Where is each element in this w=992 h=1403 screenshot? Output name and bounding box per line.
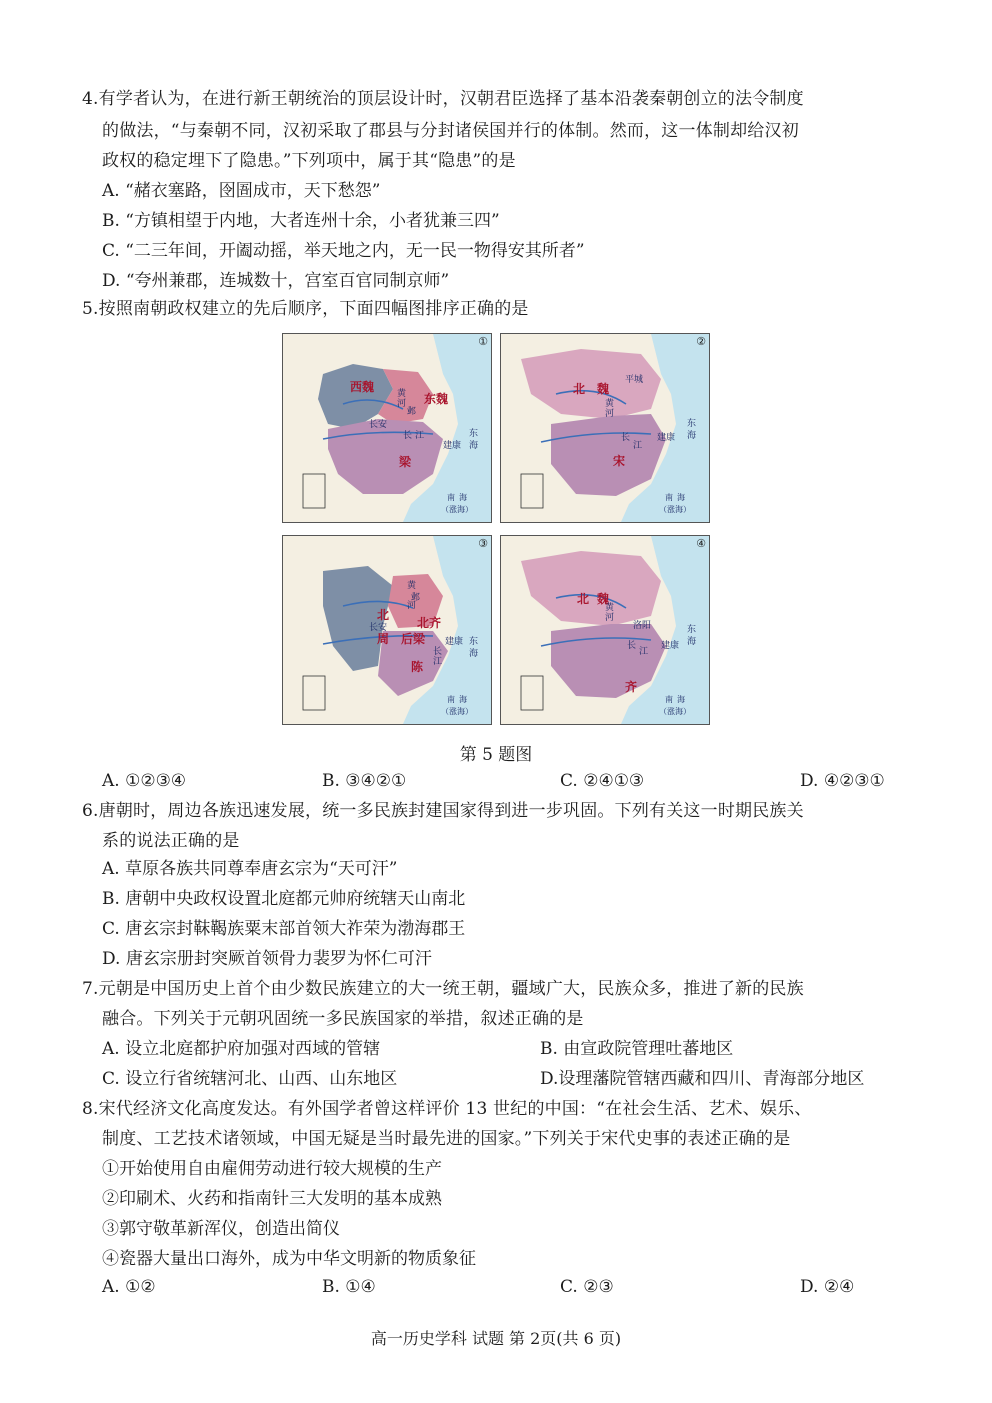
- map-1-number: ①: [478, 335, 488, 348]
- map-2-label-he: 河: [605, 409, 615, 419]
- map-3-label-nan: 南: [447, 695, 455, 704]
- map-2-label-nanhai: 海: [677, 493, 685, 502]
- map-4-label-huang: 黄: [605, 603, 615, 613]
- q4-option-c: C. “二三年间，开阖动摇，举天地之内，无一民一物得安其所者”: [102, 241, 585, 261]
- map-4-label-wei: 魏: [597, 592, 610, 606]
- map-2-label-jiang: 江: [633, 441, 643, 451]
- q8-stem-line-2: 制度、工艺技术诸领域，中国无疑是当时最先进的国家。”下列关于宋代史事的表述正确的是: [102, 1129, 791, 1149]
- map-1-label-zhanghai: （涨海）: [441, 505, 473, 514]
- q6-option-a: A. 草原各族共同尊奉唐玄宗为“天可汗”: [102, 859, 398, 879]
- map-2-label-pingcheng: 平城: [625, 375, 644, 385]
- map-1-label-he: 河: [397, 399, 407, 409]
- q6-stem-line-1: 6.唐朝时，周边各族迅速发展，统一多民族封建国家得到进一步巩固。下列有关这一时期民族关: [82, 801, 804, 821]
- map-1-label-jiang: 江: [415, 431, 425, 441]
- map-1-label-xiwei: 西魏: [350, 380, 375, 394]
- q4-stem-line-3: 政权的稳定埋下了隐患。”下列项中，属于其“隐患”的是: [102, 151, 516, 171]
- map-1-label-hai: 海: [469, 441, 479, 451]
- map-3-label-chen: 陈: [411, 660, 424, 674]
- map-2-label-chang: 长: [621, 433, 631, 443]
- map-4-label-qi: 齐: [625, 680, 638, 694]
- q7-option-b: B. 由宣政院管理吐蕃地区: [540, 1039, 734, 1059]
- map-3-label-zhanghai: （涨海）: [441, 707, 473, 716]
- q6-option-b: B. 唐朝中央政权设置北庭都元帅府统辖天山南北: [102, 889, 466, 909]
- map-2-label-huang: 黄: [605, 399, 615, 409]
- map-1-label-dongwei: 东魏: [424, 392, 449, 406]
- q8-option-a: A. ①②: [102, 1277, 156, 1297]
- q5-option-a: A. ①②③④: [102, 771, 187, 791]
- map-3-label-he: 河: [407, 601, 417, 611]
- map-4-label-luoyang: 洛阳: [633, 621, 652, 631]
- map-3-label-zhou: 周: [377, 632, 390, 646]
- map-1-label-nanhai: 海: [459, 493, 467, 502]
- map-2-label-song: 宋: [613, 454, 626, 468]
- q8-item-3: ③郭守敬革新浑仪，创造出简仪: [102, 1219, 340, 1239]
- map-3-label-bei: 北: [377, 608, 390, 622]
- map-4-label-hai: 海: [687, 637, 697, 647]
- map-1-label-liang: 梁: [399, 455, 412, 469]
- map-3-label-changan: 长安: [369, 623, 388, 633]
- map-4-label-chang: 长: [627, 641, 637, 651]
- q8-stem-line-1: 8.宋代经济文化高度发达。有外国学者曾这样评价 13 世纪的中国：“在社会生活、艺术、娱乐、: [82, 1099, 812, 1119]
- map-1-label-nan: 南: [447, 493, 455, 502]
- q5-option-d: D. ④②③①: [800, 771, 885, 791]
- map-2-label-wei: 魏: [597, 382, 610, 396]
- map-3-label-jiang: 江: [433, 657, 443, 667]
- map-4-label-nan: 南: [665, 695, 673, 704]
- q6-option-c: C. 唐玄宗封靺鞨族粟末部首领大祚荣为渤海郡王: [102, 919, 466, 939]
- q8-option-b: B. ①④: [322, 1277, 376, 1297]
- map-4-label-nanhai: 海: [677, 695, 685, 704]
- map-3-label-beiqi: 北齐: [417, 616, 442, 630]
- map-3-label-chang: 长: [433, 647, 443, 657]
- map-4-label-zhanghai: （涨海）: [659, 707, 691, 716]
- map-2-label-zhanghai: （涨海）: [659, 505, 691, 514]
- map-2-label-hai: 海: [687, 431, 697, 441]
- q5-figure-caption: 第 5 题图: [459, 745, 533, 765]
- map-2-label-dong: 东: [687, 419, 697, 429]
- q4-option-a: A. “赭衣塞路，囹圄成市，天下愁怨”: [102, 181, 381, 201]
- map-3-label-ye: 邺: [411, 593, 421, 603]
- map-3-label-huang: 黄: [407, 581, 417, 591]
- q7-stem-line-2: 融合。下列关于元朝巩固统一多民族国家的举措，叙述正确的是: [102, 1009, 584, 1029]
- map-4-label-jiankang: 建康: [661, 641, 680, 651]
- map-4-label-he: 河: [605, 613, 615, 623]
- map-4: [500, 535, 710, 725]
- q7-stem-line-1: 7.元朝是中国历史上首个由少数民族建立的大一统王朝，疆域广大，民族众多，推进了新的民族: [82, 979, 804, 999]
- q5-map-figure: [282, 333, 712, 728]
- q6-option-d: D. 唐玄宗册封突厥首领骨力裴罗为怀仁可汗: [102, 949, 432, 969]
- q7-option-c: C. 设立行省统辖河北、山西、山东地区: [102, 1069, 398, 1089]
- map-3: [282, 535, 492, 725]
- q8-item-4: ④瓷器大量出口海外，成为中华文明新的物质象征: [102, 1249, 476, 1269]
- map-4-label-dong: 东: [687, 625, 697, 635]
- map-2-label-bei: 北: [573, 382, 586, 396]
- q8-item-1: ①开始使用自由雇佣劳动进行较大规模的生产: [102, 1159, 442, 1179]
- map-2: [500, 333, 710, 523]
- q7-option-d: D.设理藩院管辖西藏和四川、青海部分地区: [540, 1069, 865, 1089]
- q7-option-a: A. 设立北庭都护府加强对西域的管辖: [102, 1039, 381, 1059]
- map-1-label-huang: 黄: [397, 389, 407, 399]
- q4-option-b: B. “方镇相望于内地，大者连州十余，小者犹兼三四”: [102, 211, 500, 231]
- q4-stem-line-1: 4.有学者认为，在进行新王朝统治的顶层设计时，汉朝君臣选择了基本沿袭秦朝创立的法令制度: [82, 89, 804, 109]
- map-2-label-nan: 南: [665, 493, 673, 502]
- map-1-label-ye: 邺: [407, 407, 417, 417]
- map-2-number: ②: [696, 335, 706, 348]
- map-3-label-dong: 东: [469, 637, 479, 647]
- map-1: [282, 333, 492, 523]
- map-4-number: ④: [696, 537, 706, 550]
- map-1-label-dong: 东: [469, 429, 479, 439]
- map-1-label-changan: 长安: [369, 420, 388, 430]
- map-3-label-nanhai: 海: [459, 695, 467, 704]
- q4-option-d: D. “夸州兼郡，连城数十，宫室百官同制京师”: [102, 271, 450, 291]
- map-4-label-bei: 北: [577, 592, 590, 606]
- q5-option-b: B. ③④②①: [322, 771, 407, 791]
- map-3-number: ③: [478, 537, 488, 550]
- q8-option-c: C. ②③: [560, 1277, 614, 1297]
- q4-stem-line-2: 的做法，“与秦朝不同，汉初采取了郡县与分封诸侯国并行的体制。然而，这一体制却给汉初: [102, 121, 799, 141]
- map-3-label-hai: 海: [469, 649, 479, 659]
- q8-option-d: D. ②④: [800, 1277, 855, 1297]
- map-3-label-jiankang: 建康: [445, 637, 464, 647]
- map-1-label-chang: 长: [403, 431, 413, 441]
- map-2-label-jiankang: 建康: [657, 433, 676, 443]
- page-footer: 高一历史学科 试题 第 2页(共 6 页): [370, 1329, 622, 1348]
- q5-option-c: C. ②④①③: [560, 771, 645, 791]
- q6-stem-line-2: 系的说法正确的是: [102, 831, 240, 851]
- map-4-label-jiang: 江: [639, 647, 649, 657]
- map-1-label-jiankang: 建康: [443, 441, 462, 451]
- q5-stem: 5.按照南朝政权建立的先后顺序，下面四幅图排序正确的是: [82, 299, 529, 319]
- map-3-label-houliang: 后梁: [401, 632, 426, 646]
- q8-item-2: ②印刷术、火药和指南针三大发明的基本成熟: [102, 1189, 442, 1209]
